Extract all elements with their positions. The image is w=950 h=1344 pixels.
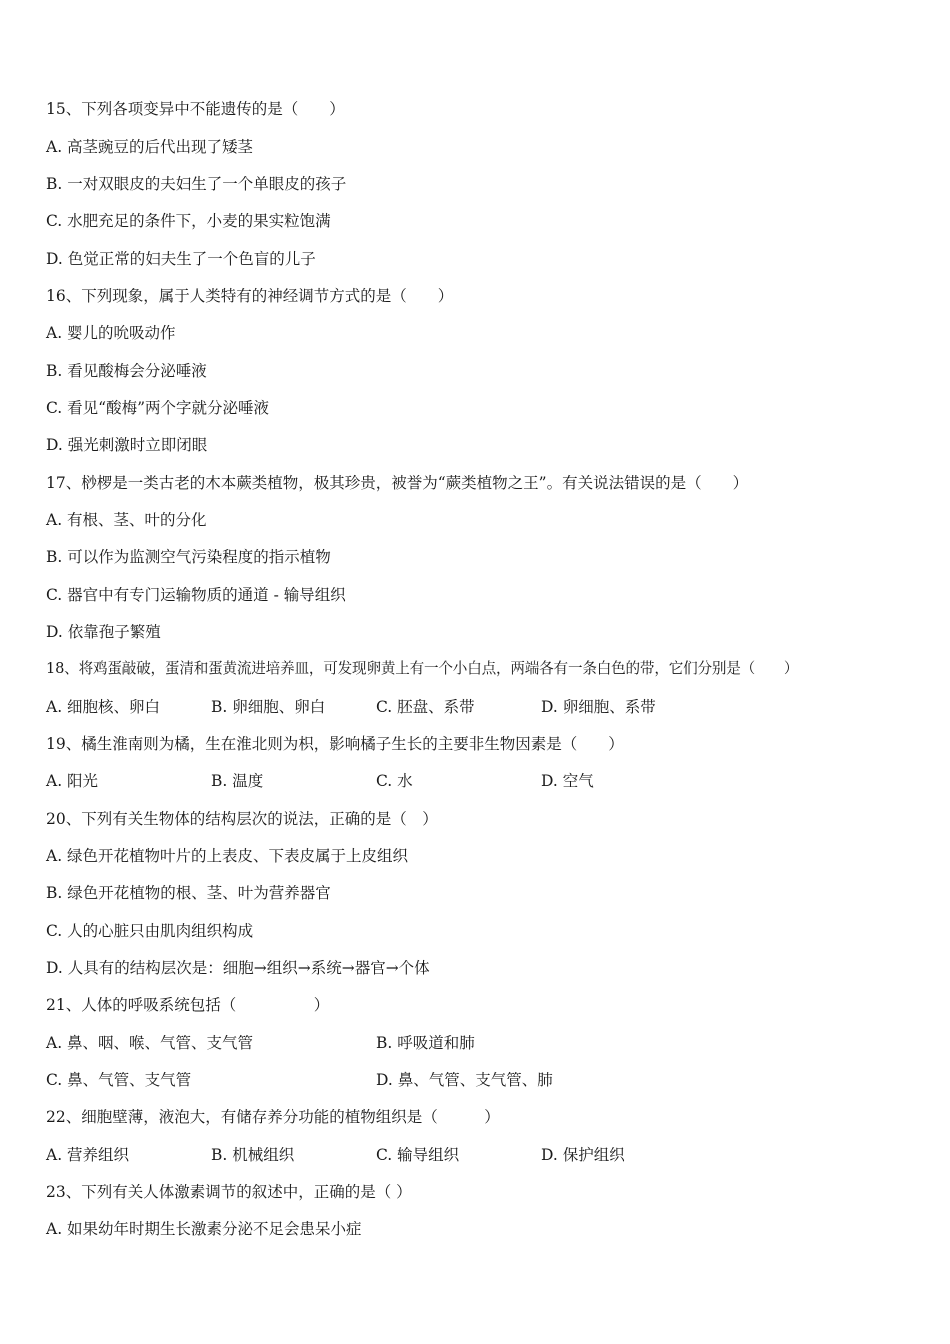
question-20-stem: 20、下列有关生物体的结构层次的说法，正确的是（ ） [46,810,438,828]
question-18-option-d: D. 卵细胞、系带 [541,698,656,716]
question-17-stem: 17、桫椤是一类古老的木本蕨类植物，极其珍贵，被誉为“蕨类植物之王”。有关说法错误的是（ ） [46,474,749,492]
question-22-option-c: C. 输导组织 [376,1146,460,1164]
question-17-option-c: C. 器官中有专门运输物质的通道 - 输导组织 [46,586,346,604]
question-19-option-a: A. 阳光 [46,772,99,790]
question-18-option-c: C. 胚盘、系带 [376,698,475,716]
question-17-option-d: D. 依靠孢子繁殖 [46,623,161,641]
question-20-option-b: B. 绿色开花植物的根、茎、叶为营养器官 [46,884,331,902]
question-16-option-c: C. 看见“酸梅”两个字就分泌唾液 [46,399,270,417]
question-16-option-a: A. 婴儿的吮吸动作 [46,324,176,342]
question-18-option-b: B. 卵细胞、卵白 [211,698,326,716]
question-20-option-c: C. 人的心脏只由肌肉组织构成 [46,922,254,940]
question-15-stem: 15、下列各项变异中不能遗传的是（ ） [46,100,345,118]
question-22-option-d: D. 保护组织 [541,1146,625,1164]
question-23-stem: 23、下列有关人体激素调节的叙述中，正确的是（ ） [46,1183,412,1201]
question-22-stem: 22、细胞壁薄，液泡大，有储存养分功能的植物组织是（ ） [46,1108,500,1126]
question-20-option-a: A. 绿色开花植物叶片的上表皮、下表皮属于上皮组织 [46,847,409,865]
question-16-option-d: D. 强光刺激时立即闭眼 [46,436,208,454]
question-21-option-b: B. 呼吸道和肺 [376,1034,475,1052]
question-19-option-d: D. 空气 [541,772,594,790]
question-19-option-c: C. 水 [376,772,413,790]
question-19-stem: 19、橘生淮南则为橘，生在淮北则为枳，影响橘子生长的主要非生物因素是（ ） [46,735,624,753]
question-18-option-a: A. 细胞核、卵白 [46,698,161,716]
question-21-option-d: D. 鼻、气管、支气管、肺 [376,1071,553,1089]
question-17-option-a: A. 有根、茎、叶的分化 [46,511,207,529]
question-21-option-a: A. 鼻、咽、喉、气管、支气管 [46,1034,254,1052]
question-19-option-b: B. 温度 [211,772,264,790]
question-23-option-a: A. 如果幼年时期生长激素分泌不足会患呆小症 [46,1220,362,1238]
question-21-option-c: C. 鼻、气管、支气管 [46,1071,192,1089]
question-20-option-d: D. 人具有的结构层次是：细胞→组织→系统→器官→个体 [46,959,430,977]
question-16-stem: 16、下列现象，属于人类特有的神经调节方式的是（ ） [46,287,454,305]
question-22-option-b: B. 机械组织 [211,1146,295,1164]
question-21-stem: 21、人体的呼吸系统包括（ ） [46,996,330,1014]
question-16-option-b: B. 看见酸梅会分泌唾液 [46,362,207,380]
question-17-option-b: B. 可以作为监测空气污染程度的指示植物 [46,548,331,566]
question-22-option-a: A. 营养组织 [46,1146,130,1164]
question-18-stem: 18、将鸡蛋敲破，蛋清和蛋黄流进培养皿，可发现卵黄上有一个小白点，两端各有一条白色的带，它们分别是（ ） [46,660,799,677]
question-15-option-a: A. 高茎豌豆的后代出现了矮茎 [46,138,254,156]
question-15-option-b: B. 一对双眼皮的夫妇生了一个单眼皮的孩子 [46,175,347,193]
question-15-option-c: C. 水肥充足的条件下，小麦的果实粒饱满 [46,212,331,230]
question-15-option-d: D. 色觉正常的妇夫生了一个色盲的儿子 [46,250,316,268]
